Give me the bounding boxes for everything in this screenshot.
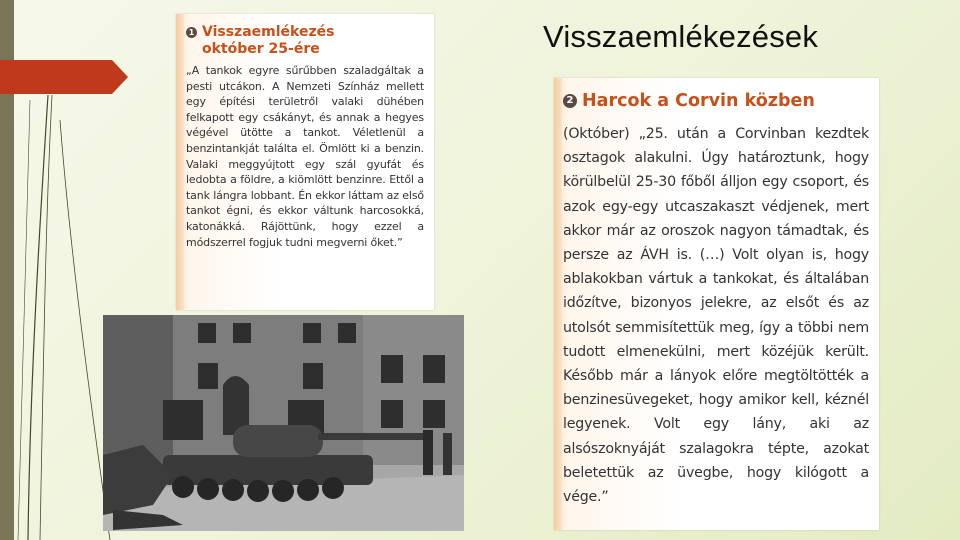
tank-photo — [103, 315, 464, 531]
memoir-card-2 — [554, 78, 879, 530]
card-heading — [563, 90, 869, 112]
card-quote: „A tankok egyre sűrűbben szaladgáltak a pesti utcákon. A Nemzeti Színház mellett egy építési területről valaki dühében felkapott egy csákányt, és annak a hegyes végével ütötte a tankot. Véletlenül a benzintankját találta el. Ömlött ki a benzin. Valaki meggyújtott egy szál gyufát és ledobta a földre, a kiömlött benzinre. Ettől a tank lángra lobbant. Én ekkor láttam az első tankot égni, és ekkor váltunk harcosokká, katonákká. Rájöttünk, hogy ezzel a módszerrel fogjuk tudni megverni őket.” — [186, 64, 424, 249]
slide-title: Visszaemlékezések — [543, 19, 819, 54]
card-title: Harcok a Corvin közben — [582, 91, 815, 111]
memoir-card-1 — [176, 14, 434, 310]
card-heading — [186, 24, 424, 58]
card-title: Visszaemlékezés október 25-ére — [202, 24, 335, 57]
card-quote: (Október) „25. után a Corvinban kezdtek osztagok alakulni. Úgy határoztunk, hogy körülbelül 25-30 főből álljon egy csoport, és azok egy-egy utcaszakaszt védjenek, mert akkor már az oroszok nagyon támadtak, és persze az ÁVH is. (…) Volt olyan is, hogy ablakokban vártuk a tankokat, és általában időzítve, bizonyos jelekre, az elsőt és az utolsót semmisítettük meg, így a többi nem tudott elmenekülni, mert közéjük került. Később már a lányok előre megtöltötték a benzinesüvegeket, hogy amikor kell, kéznél legyenek. Volt egy lány, aki az alsószoknyáját szalagokra tépte, azokat beletettük az üvegbe, hogy kilógott a vége.” — [563, 126, 869, 506]
number-badge: 1 — [186, 27, 197, 38]
arrow-icon — [0, 58, 130, 98]
number-badge: 2 — [563, 94, 577, 108]
